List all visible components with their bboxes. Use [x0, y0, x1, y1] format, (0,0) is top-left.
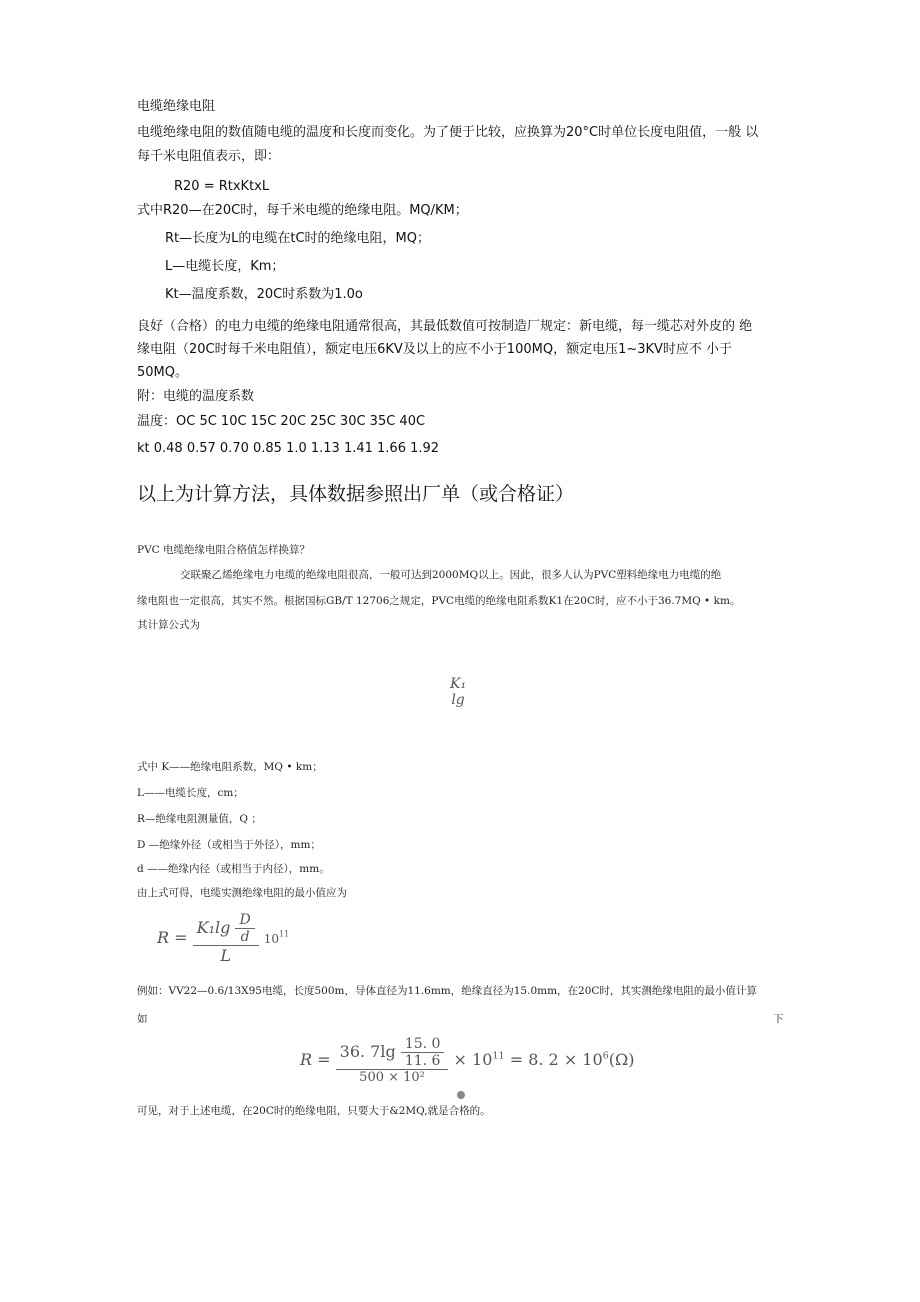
formula2-denominator: L [220, 946, 231, 965]
definition-l-cm: L——电缆长度，cm； [137, 787, 244, 799]
pvc-line-3: 其计算公式为 [137, 619, 200, 631]
definition-r: R—绝缘电阻测量值，Q ； [137, 813, 262, 825]
paragraph-line-3: 50MQ。 [137, 365, 188, 380]
definition-kt: Kt—温度系数，20C时系数为1.0o [165, 287, 363, 302]
paragraph-line-1: 良好（合格）的电力电缆的绝缘电阻通常很高，其最低数值可按制造厂规定：新电缆，每一缆芯对外皮的 绝 [137, 319, 753, 334]
heading: 以上为计算方法，具体数据参照出厂单（或合格证） [137, 483, 575, 505]
formula2-numerator: K₁lg [196, 918, 231, 937]
pvc-line-2: 缘电阻也一定很高，其实不然。根据国标GB/T 12706之规定，PVC电缆的绝缘电阻系数K1在20C时，应不小于36.7MQ • km。 [137, 595, 741, 607]
scan-dot-mark [457, 1091, 465, 1099]
example-line: 例如：VV22—0.6/13X95电缆，长度500m，导体直径为11.6mm，绝缘直径为15.0mm，在20C时，其实测绝缘电阻的最小值计算 [137, 985, 757, 997]
intro-line-1: 电缆绝缘电阻的数值随电缆的温度和长度而变化。为了便于比较，应换算为20°C时单位长度电阻值，一般 以 [137, 125, 759, 140]
formula2-lhs: R = [157, 928, 188, 947]
formula-k-lg [450, 676, 466, 708]
formula-k-term: K₁ [450, 676, 467, 692]
formula-r20: R20 = RtxKtxL [174, 179, 270, 194]
example-ru: 如 [137, 1013, 148, 1025]
formula3-result-exp: 6 [602, 1050, 609, 1062]
formula3-exp: 11 [492, 1050, 505, 1062]
formula3-num-prefix: 36. 7lg [339, 1042, 396, 1061]
formula3-times: × 10 [453, 1050, 493, 1069]
formula2-D: D [235, 912, 254, 929]
formula-lg-term: lg [451, 692, 465, 708]
formula3-unit: (Ω) [608, 1050, 635, 1069]
definition-k: 式中 K——绝缘电阻系数，MQ • km； [137, 761, 323, 773]
formula-min-resistance [157, 912, 289, 965]
pvc-line-1: 交联聚乙烯绝缘电力电缆的绝缘电阻很高，一般可达到2000MQ以上。因此，很多人认为PVC塑料绝缘电力电缆的绝 [180, 569, 722, 581]
intro-line-2: 每千米电阻值表示，即： [137, 149, 281, 164]
definition-rt: Rt—长度为L的电缆在tC时的绝缘电阻，MQ； [165, 231, 430, 246]
kt-row: kt 0.48 0.57 0.70 0.85 1.0 1.13 1.41 1.66 1.92 [137, 441, 440, 456]
formula3-result: = 8. 2 × 10 [509, 1050, 603, 1069]
definition-l: L—电缆长度，Km； [165, 259, 285, 274]
definition-inner-diameter: d ——绝缘内径（或相当于内径），mm。 [137, 863, 330, 875]
appendix-title: 附：电缆的温度系数 [137, 389, 255, 404]
temperature-row: 温度：OC 5C 10C 15C 20C 25C 30C 35C 40C [137, 414, 426, 429]
conclusion-line: 由上式可得，电缆实测绝缘电阻的最小值应为 [137, 887, 347, 899]
formula2-factor: 10 [263, 932, 280, 946]
pvc-title: PVC 电缆绝缘电阻合格值怎样换算？ [137, 544, 311, 556]
formula-example-calculation [300, 1036, 635, 1085]
paragraph-line-2: 缘电阻（20C时每千米电阻值），额定电压6KV及以上的应不小于100MQ，额定电压1~3KV时应不 小于 [137, 342, 733, 357]
formula2-exp: 11 [279, 929, 290, 939]
formula3-denominator: 500 × 10² [359, 1070, 425, 1085]
formula3-lhs: R = [300, 1050, 331, 1069]
where-line: 式中R20—在20C时，每千米电缆的绝缘电阻。MQ/KM； [137, 203, 468, 218]
formula3-inner-num: 15. 0 [401, 1036, 445, 1053]
final-line: 可见，对于上述电缆，在20C时的绝缘电阻，只要大于&2MQ,就是合格的。 [137, 1105, 491, 1117]
formula2-d: d [240, 929, 250, 945]
section-title: 电缆绝缘电阻 [137, 99, 216, 114]
formula3-inner-den: 11. 6 [404, 1053, 441, 1069]
definition-outer-diameter: D —绝缘外径（或相当于外径），mm； [137, 839, 321, 851]
example-xia: 下 [773, 1013, 784, 1025]
